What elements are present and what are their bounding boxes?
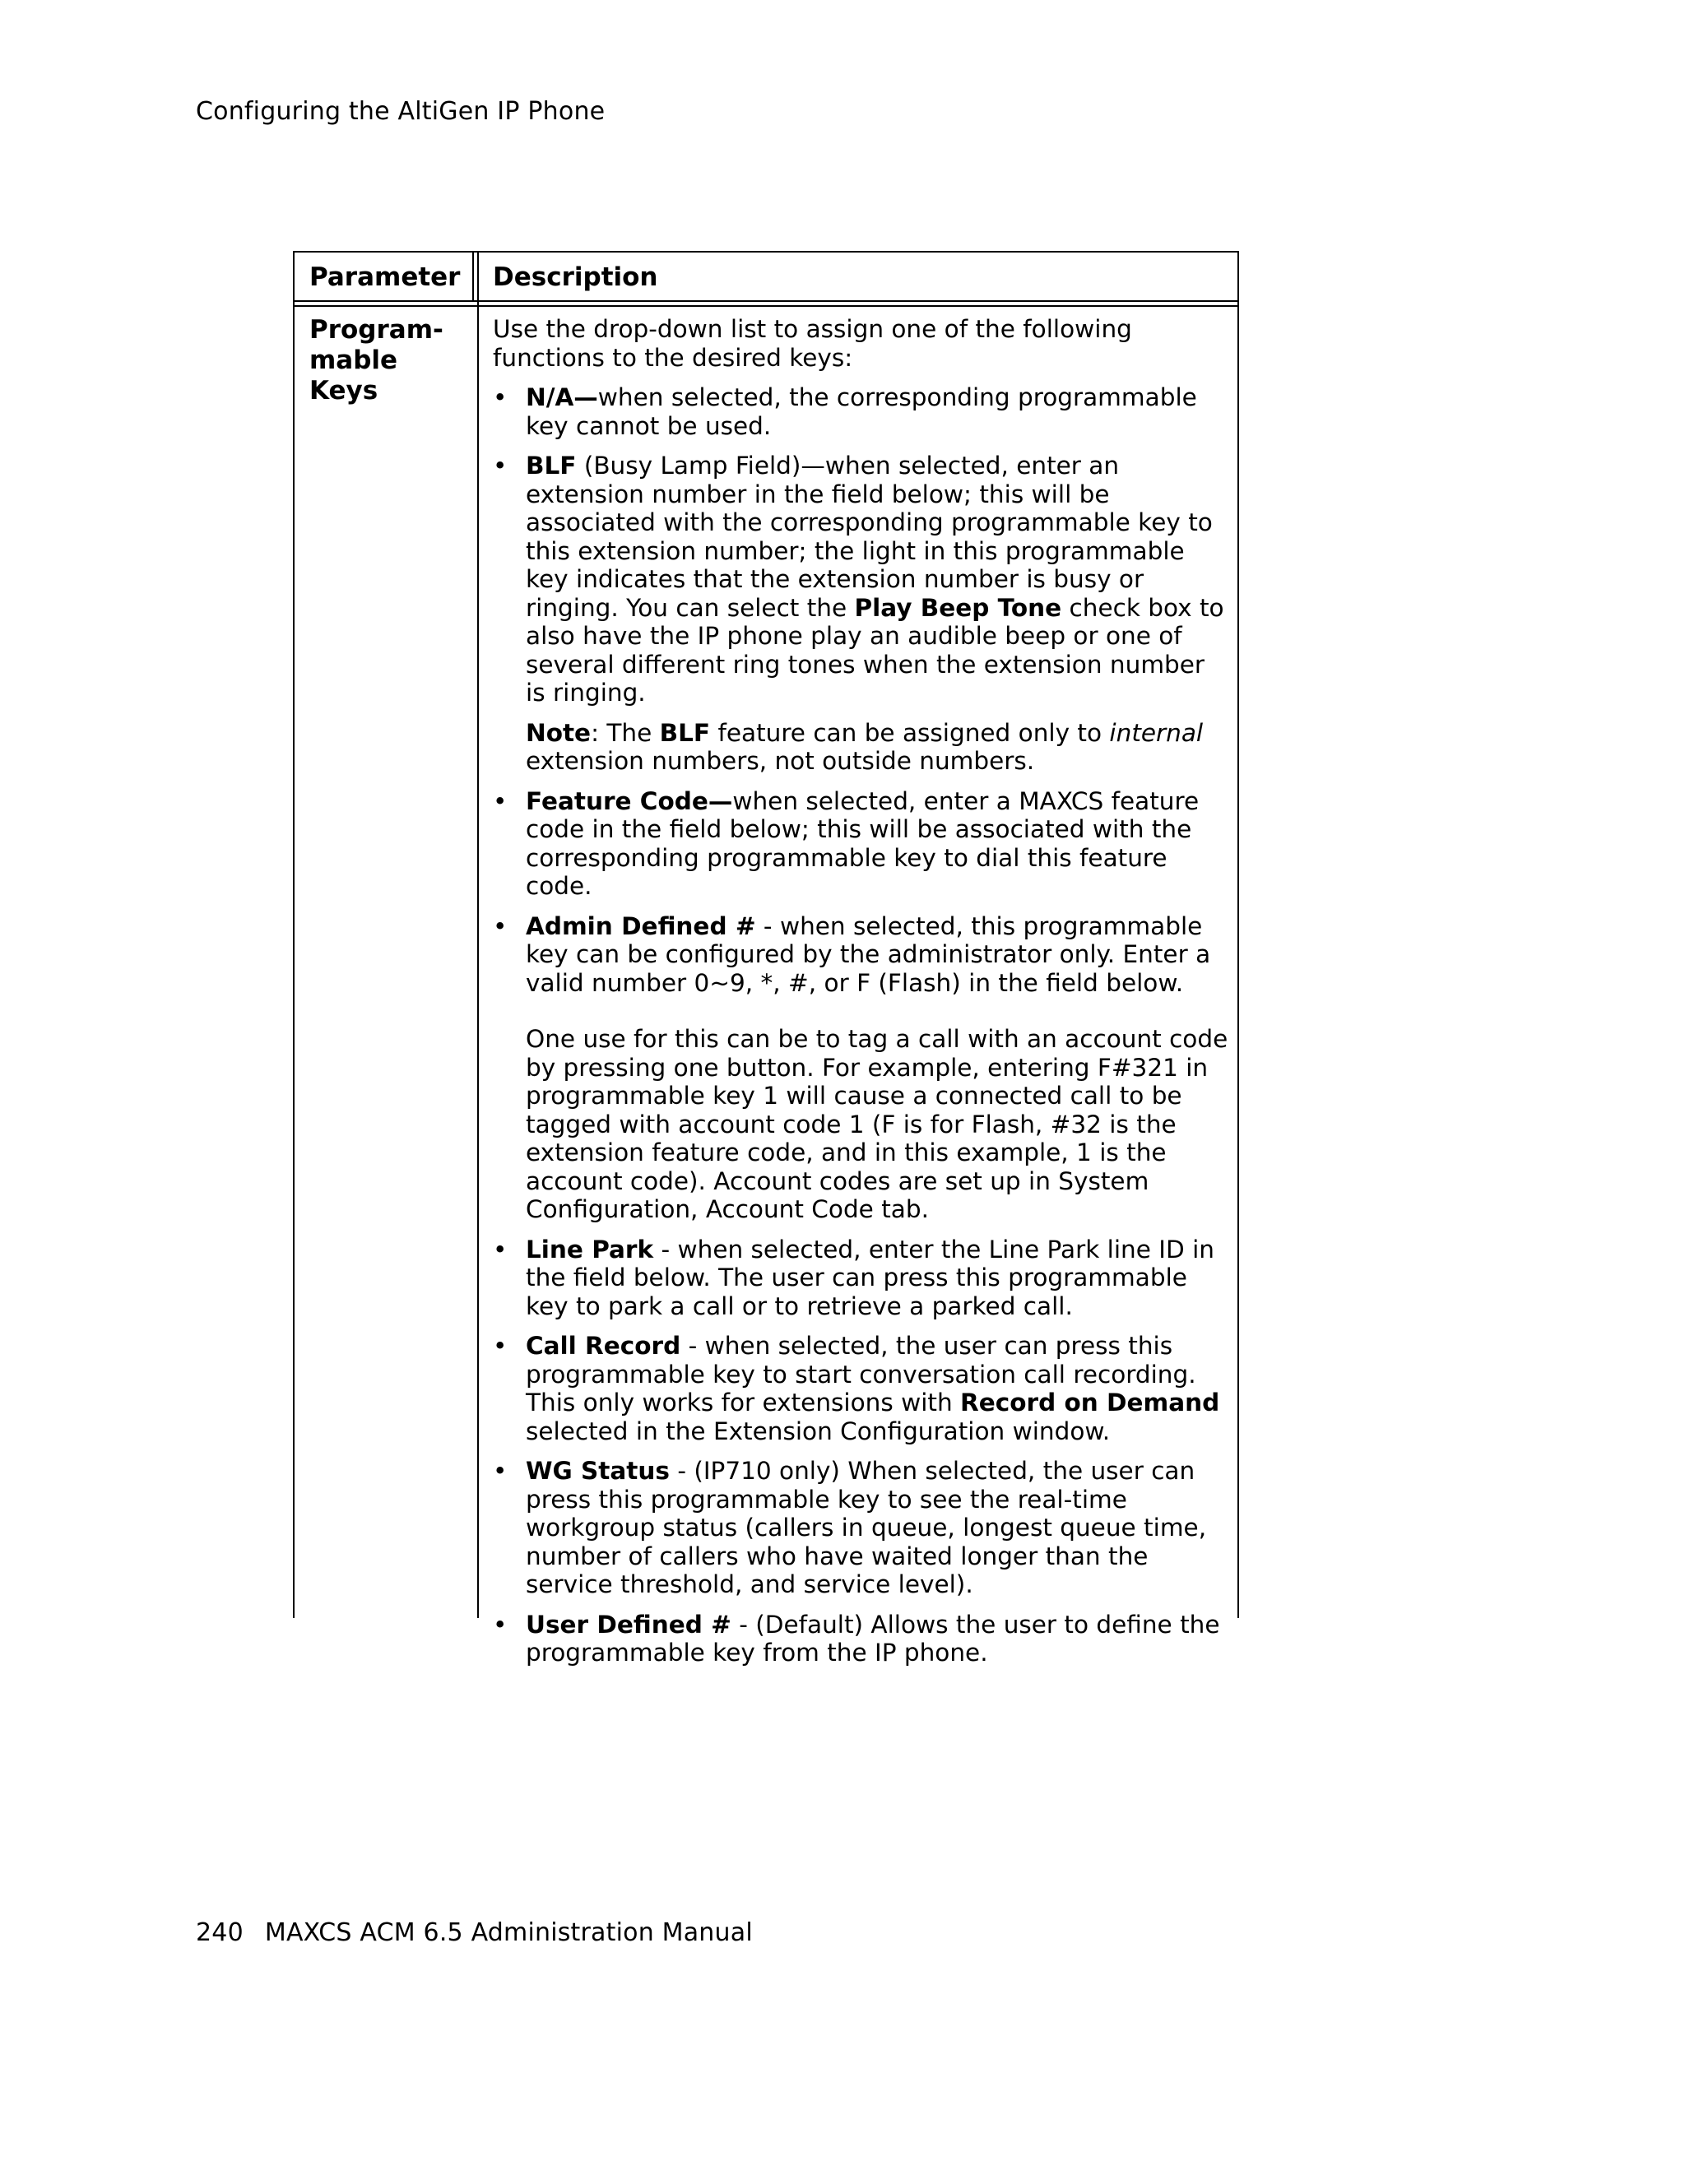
parameter-name-line: mable (309, 345, 398, 375)
option-list (493, 383, 1229, 1667)
column-header-parameter: Parameter (309, 262, 461, 292)
header-rule-1 (293, 300, 1239, 302)
parameter-name (309, 315, 466, 406)
option-body (526, 912, 1229, 998)
option-name: Call Record (526, 1332, 681, 1360)
note-text: feature can be assigned only to (710, 718, 1110, 747)
note-italic-term: internal (1109, 718, 1204, 747)
option-text: - (IP710 only) When selected, the user can press this programmable key to see the real-time workgroup status (callers in queue, longest queue time, number of callers who have waited longer than the service threshold, and service level). (526, 1457, 1207, 1598)
option-text: - when selected, enter the Line Park line ID in the field below. The user can press this programmable key to park a call or to retrieve a parked call. (526, 1235, 1214, 1320)
header-column-rule (472, 251, 474, 302)
option-user-defined (493, 1611, 1229, 1667)
option-name: BLF (526, 452, 577, 480)
description-intro: Use the drop-down list to assign one of the following functions to the desired keys: (493, 315, 1132, 372)
note-text: extension numbers, not outside numbers. (526, 747, 1035, 775)
option-text: when selected, enter a MAXCS feature code in the field below; this will be associated with the corresponding programmable key to dial this feature code. (526, 786, 1200, 900)
table-border-top (293, 251, 1239, 253)
bullet-icon: • (493, 452, 508, 480)
option-text: when selected, the corresponding programmable key cannot be used. (526, 383, 1197, 440)
option-text: selected in the Extension Configuration window. (526, 1417, 1111, 1445)
running-header: Configuring the AltiGen IP Phone (196, 97, 606, 126)
option-name: Feature Code— (526, 786, 733, 815)
bullet-icon: • (493, 911, 508, 940)
option-admin-defined (493, 912, 1229, 1224)
bullet-icon: • (493, 1332, 508, 1360)
option-bold-term: Record on Demand (960, 1389, 1220, 1417)
parameter-name-line: Program- (309, 315, 443, 345)
option-name: N/A— (526, 383, 598, 411)
bullet-icon: • (493, 1457, 508, 1485)
bullet-icon: • (493, 1235, 508, 1264)
column-header-description: Description (493, 262, 658, 292)
option-text: - when selected, this programmable key can be configured by the administrator only. Enter a valid number 0~9, *, #, or F (Flash) in the field below. (526, 911, 1211, 997)
note-label: Note (526, 718, 592, 747)
bullet-icon: • (493, 786, 508, 815)
option-blf (493, 452, 1229, 776)
blf-note (526, 719, 1229, 776)
option-wg-status (493, 1457, 1229, 1599)
option-feature-code (493, 787, 1229, 901)
note-bold-term: BLF (659, 718, 711, 747)
manual-title: MAXCS ACM 6.5 Administration Manual (264, 1918, 753, 1947)
option-text: (Busy Lamp Field)—when selected, enter an extension number in the field below; this will be associated with the corresponding programmable key to this extension number; the light in this programmable key indicates that the extension number is busy or ringing. You can select the (526, 452, 1213, 622)
parameter-table (293, 251, 1239, 1667)
option-bold-term: Play Beep Tone (854, 593, 1062, 622)
option-text: - when selected, the user can press this programmable key to start conversation call recording. This only works for extensions with (526, 1332, 1196, 1417)
header-rule-2 (293, 305, 1239, 307)
description-cell (493, 315, 1229, 1679)
option-name: WG Status (526, 1457, 670, 1485)
option-text: check box to also have the IP phone play an audible beep or one of several different ring tones when the extension number is ringing. (526, 593, 1224, 707)
option-name: Admin Defined # (526, 911, 756, 940)
option-text: - (Default) Allows the user to define the programmable key from the IP phone. (526, 1610, 1220, 1667)
option-line-park (493, 1236, 1229, 1321)
page-number: 240 (196, 1918, 244, 1947)
option-body (526, 452, 1229, 707)
parameter-name-line: Keys (309, 376, 378, 406)
bullet-icon: • (493, 383, 508, 411)
table-border-right (1237, 251, 1239, 1618)
option-name: Line Park (526, 1235, 654, 1264)
option-na (493, 383, 1229, 440)
running-footer (196, 1918, 753, 1947)
column-rule (477, 251, 479, 1618)
admin-defined-example: One use for this can be to tag a call with an account code by pressing one button. For example, entering F#321 in programmable key 1 will cause a connected call to be tagged with account code 1 (F is for Flash, #32 is the extension feature code, and in this example, 1 is the account code). Account codes are set up in System Configuration, Account Code tab. (526, 1025, 1228, 1223)
option-name: User Defined # (526, 1610, 731, 1639)
option-call-record (493, 1332, 1229, 1445)
table-border-left (293, 251, 295, 1618)
bullet-icon: • (493, 1610, 508, 1639)
note-text: : The (591, 718, 660, 747)
